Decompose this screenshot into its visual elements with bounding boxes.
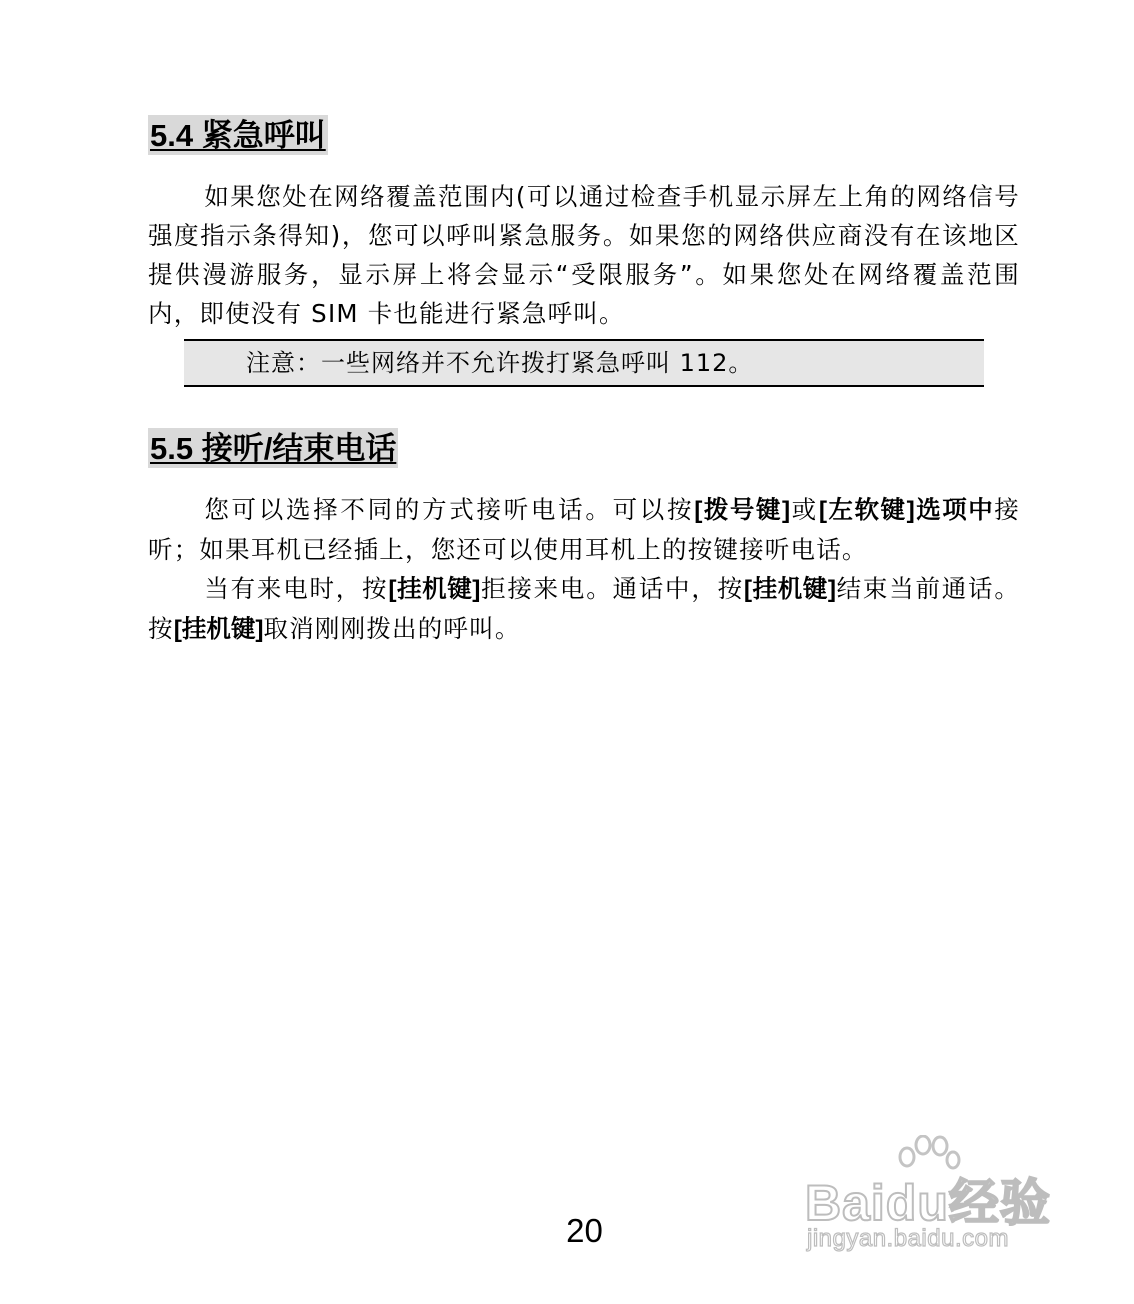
answer-text-b: 或 xyxy=(790,495,819,524)
end-text-b: 拒接来电。通话中，按 xyxy=(480,574,744,603)
answer-call-paragraph xyxy=(148,490,1020,569)
end-text-d: 取消刚刚拨出的呼叫。 xyxy=(263,614,521,643)
page-number: 20 xyxy=(566,1212,603,1249)
emergency-call-paragraph xyxy=(148,177,1020,333)
dial-key-label: [拨号键] xyxy=(694,497,791,524)
end-key-label: [挂机键] xyxy=(173,616,264,643)
watermark-brand: Baidu经验 xyxy=(805,1175,1051,1231)
emergency-call-text: 如果您处在网络覆盖范围内(可以通过检查手机显示屏左上角的网络信号强度指示条得知)，您可以呼叫紧急服务。如果您的网络供应商没有在该地区提供漫游服务，显示屏上将会显示“受限服务”。如果您处在网络覆盖范围内，即使没有 SIM 卡也能进行紧急呼叫。 xyxy=(148,182,1020,328)
end-key-label: [挂机键] xyxy=(743,576,837,603)
network-note-box xyxy=(184,339,984,387)
end-call-paragraph xyxy=(148,569,1020,649)
end-text-a: 当有来电时，按 xyxy=(204,574,389,603)
network-note-text: 注意：一些网络并不允许拨打紧急呼叫 112。 xyxy=(246,349,754,377)
answer-end-call-section xyxy=(148,490,1020,649)
baidu-jingyan-watermark xyxy=(805,1135,1065,1255)
end-text-c: 结束当前通话。按 xyxy=(148,574,1021,643)
section-5-5-heading: 5.5 接听/结束电话 xyxy=(148,428,398,468)
watermark-url: jingyan.baidu.com xyxy=(807,1225,1009,1252)
section-5-4-heading: 5.4 紧急呼叫 xyxy=(148,115,328,155)
answer-text-a: 您可以选择不同的方式接听电话。可以按 xyxy=(204,495,695,524)
left-soft-key-label: [左软键]选项中 xyxy=(818,497,995,524)
answer-text-c: 接听；如果耳机已经插上，您还可以使用耳机上的按键接听电话。 xyxy=(148,495,1020,564)
end-key-label: [挂机键] xyxy=(388,576,481,603)
